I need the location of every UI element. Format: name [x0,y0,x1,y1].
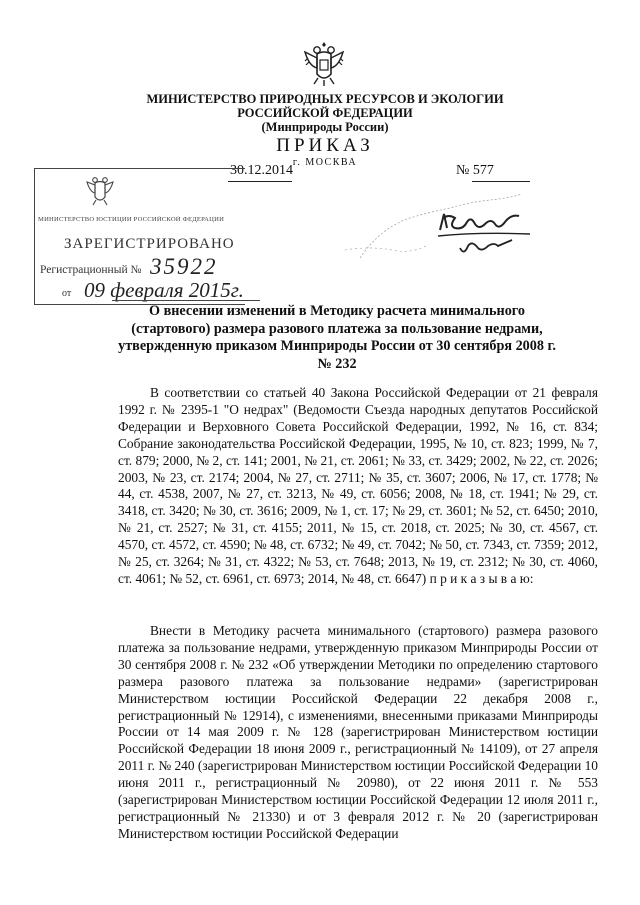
coat-of-arms-emblem [300,38,348,88]
order-number: № 577 [456,163,494,178]
paragraph-text: Внести в Методику расчета минимального (стартового) размера разового платежа за пользование недрами, утвержденную приказом Минприроды России от 30 сентября 2008 г. № 232 «Об утверждении Методики по определению стартового размера разового платежа за пользование недрами» (зарегистрирован Министерством юстиции Российской Федерации 22 декабря 2008 г., регистрационный № 12914), с изменениями, внесенными приказами Минприроды России от 14 мая 2009 г. № 128 (зарегистрирован Министерством юстиции Российской Федерации 18 июня 2009 г., регистрационный № 14109), от 27 апреля 2011 г. № 240 (зарегистрирован Министерством юстиции Российской Федерации 10 июня 2011 г., регистрационный № 20980), от 22 июня 2011 г. № 553 (зарегистрирован Министерством юстиции Российской Федерации 12 июля 2011 г., регистрационный № 21330) и от 3 февраля 2012 г. № 20 (зарегистрирован Министерством юстиции Российской Федерации [118,623,598,841]
city: г. МОСКВА [292,157,358,168]
document-type: ПРИКАЗ [276,135,374,156]
stamp-reg-number: 35922 [150,254,218,279]
ministry-name-line2: РОССИЙСКОЙ ФЕДЕРАЦИИ [237,106,413,120]
ministry-name-line1: МИНИСТЕРСТВО ПРИРОДНЫХ РЕСУРСОВ И ЭКОЛОГИИ [146,92,504,106]
paragraph-text: В соответствии со статьей 40 Закона Российской Федерации от 21 февраля 1992 г. № 2395-1 "О недрах" (Ведомости Съезда народных депутатов Российской Федерации и Верховного Совета Российской Федерации, 1992, № 16, ст. 834; Собрание законодательства Российской Федерации, 1995, № 10, ст. 823; 1999, № 7, ст. 879; 2000, № 2, ст. 141; 2001, № 21, ст. 2061; № 33, ст. 3429; 2002, № 22, ст. 2026; 2003, № 23, ст. 2174; 2004, № 27, ст. 2711; № 35, ст. 3607; 2006, № 17, ст. 1778; № 44, ст. 4538, 2007, № 27, ст. 3213, № 49, ст. 6056; 2008, № 18, ст. 1941; № 29, ст. 3418, ст. 3420; № 30, ст. 3616; 2009, № 1, ст. 17; № 29, ст. 3601; № 52, ст. 6450; 2010, № 21, ст. 2527; № 31, ст. 4155; 2011, № 15, ст. 2018, ст. 2025; № 30, ст. 4567, ст. 4570, ст. 4572, ст. 4590; № 48, ст. 6732; № 49, ст. 7042; № 50, ст. 7343, ст. 7359; 2012, № 25, ст. 3264; № 31, ст. 4322; № 53, ст. 7648; 2013, № 19, ст. 2312; № 30, ст. 4060, ст. 4061; № 52, ст. 6961, ст. 6973; 2014, № 48, ст. 6647) п р и к а з ы в а ю: [118,385,598,586]
ministry-short-name: (Минприроды России) [261,120,389,134]
number-underline [472,181,530,182]
order-date: 30.12.2014 [230,163,293,178]
handwritten-signature [340,188,530,266]
body-paragraph-legal-basis [118,385,598,588]
document-title [112,303,562,373]
body-paragraph-amendment [118,623,598,843]
stamp-emblem-icon [84,172,116,208]
title-line: № 232 [317,355,357,372]
stamp-ministry: МИНИСТЕРСТВО ЮСТИЦИИ РОССИЙСКОЙ ФЕДЕРАЦИИ [38,216,225,223]
stamp-reg-number-label: Регистрационный № [40,264,142,276]
stamp-date-prefix: от [62,288,72,299]
stamp-date-underline [112,300,260,301]
stamp-date: 09 февраля 2015г. [84,278,244,302]
title-line: О внесении изменений в Методику расчета минимального [148,303,525,319]
title-line: (стартового) размера разового платежа за пользование недрами, [131,320,543,337]
stamp-registered-label: ЗАРЕГИСТРИРОВАНО [64,236,235,252]
title-line: утвержденную приказом Минприроды России от 30 сентября 2008 г. [118,338,556,354]
